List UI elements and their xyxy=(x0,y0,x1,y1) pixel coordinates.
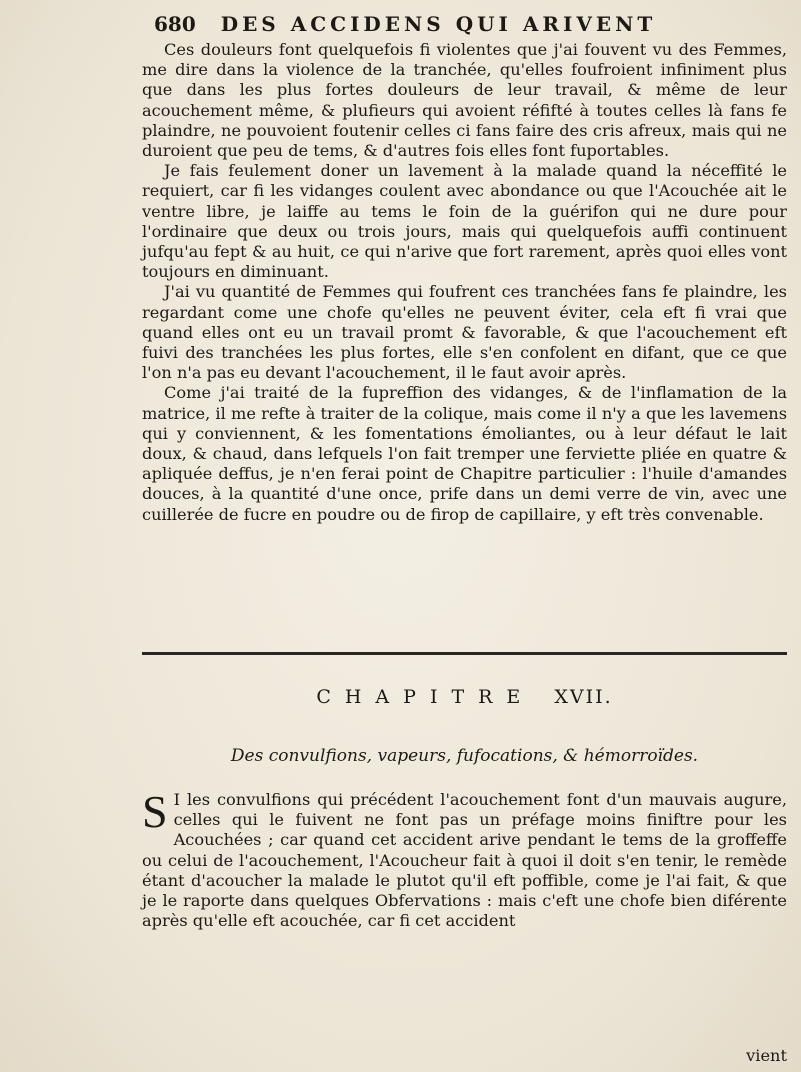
body-text xyxy=(142,40,787,525)
chapter-body xyxy=(142,786,787,931)
chapter-title xyxy=(142,686,787,708)
chapter-paragraph-text: I les convulfions qui précédent l'acouchement font d'un mauvais augure, celles qui le fuivent ne font pas un préfage moins finiftre pour les Acouchées ; car quand cet accident arive pendant le tems de la groffeffe ou celui de l'acouchement, l'Acoucheur fait à quoi il doit s'en tenir, le remède étant d'acoucher la malade le plutot qu'il eft poffible, come je l'ai fait, & que je le raporte dans quelques Obfervations : mais c'eft une chofe bien diférente après qu'elle eft acouchée, car fi cet accident xyxy=(142,790,787,931)
page-number: 680 xyxy=(154,12,196,36)
drop-cap: S xyxy=(142,786,168,837)
section-divider xyxy=(142,652,787,655)
chapter-heading: CHAPITRE xyxy=(316,686,535,708)
running-head xyxy=(154,12,794,36)
chapter-first-paragraph xyxy=(142,786,787,931)
running-title: DES ACCIDENS QUI ARIVENT xyxy=(220,12,657,36)
paragraph-3: J'ai vu quantité de Femmes qui foufrent ces tranchées fans fe plaindre, les regardant come une chofe qu'elles ne peuvent éviter, cela eft fi vrai que quand elles ont eu un travail promt & favorable, & que l'acouchement eft fuivi des tranchées les plus fortes, elle s'en confolent en difant, que ce que l'on n'a pas eu devant l'acouchement, il le faut avoir après. xyxy=(142,282,787,383)
paragraph-2: Je fais feulement doner un lavement à la malade quand la néceffité le requiert, car fi les vidanges coulent avec abondance ou que l'Acouchée ait le ventre libre, je laiffe au tems le foin de la guérifon qui ne dure pour l'ordinaire que deux ou trois jours, mais qui quelquefois auffi continuent jufqu'au fept & au huit, ce qui n'arive que fort rarement, après quoi elles vont toujours en diminuant. xyxy=(142,161,787,282)
catchword: vient xyxy=(746,1046,787,1065)
paragraph-4: Come j'ai traité de la fupreffion des vidanges, & de l'inflamation de la matrice, il me refte à traiter de la colique, mais come il n'y a que les lavemens qui y conviennent, & les fomentations émoliantes, ou à leur défaut le lait doux, & chaud, dans lefquels l'on fait tremper une ferviette pliée en quatre & apliquée deffus, je n'en ferai point de Chapitre particulier : l'huile d'amandes douces, à la quantité d'une once, prife dans un demi verre de vin, avec une cuillerée de fucre en poudre ou de firop de capillaire, y eft très convenable. xyxy=(142,383,787,524)
chapter-subtitle: Des convulfions, vapeurs, fufocations, & hémorroïdes. xyxy=(230,746,699,766)
chapter-number: XVII. xyxy=(554,686,613,708)
paragraph-1: Ces douleurs font quelquefois fi violentes que j'ai fouvent vu des Femmes, me dire dans la violence de la tranchée, qu'elles foufroient infiniment plus que dans les plus fortes douleurs de leur travail, & même de leur acouchement même, & plufieurs qui avoient réfifté à toutes celles là fans fe plaindre, ne pouvoient foutenir celles ci fans faire des cris afreux, mais qui ne duroient que peu de tems, & d'autres fois elles font fuportables. xyxy=(142,40,787,161)
